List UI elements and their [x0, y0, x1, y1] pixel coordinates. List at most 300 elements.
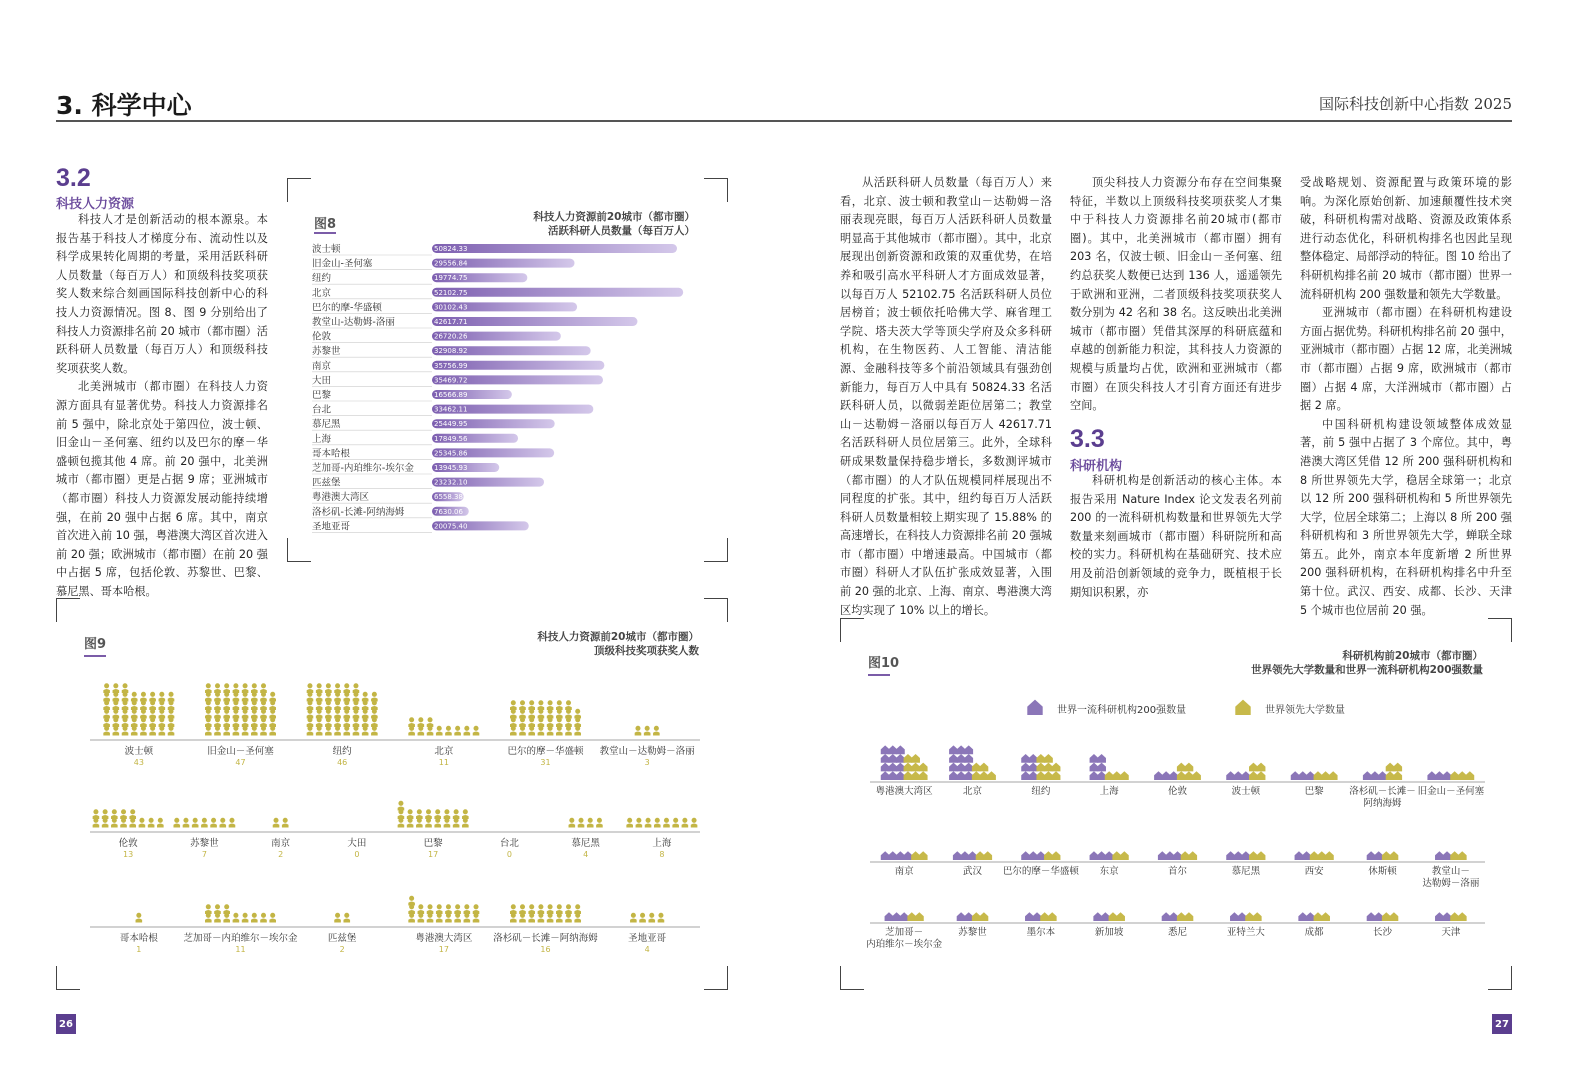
institution-icon: [1021, 851, 1030, 860]
person-body: [510, 723, 517, 727]
person-body: [149, 697, 156, 701]
person-body: [242, 731, 249, 735]
bar-value-label: 17849.56: [434, 434, 468, 443]
person-icon: [214, 683, 221, 693]
person-icon: [343, 726, 350, 736]
person-head: [169, 692, 174, 697]
person-body: [398, 815, 405, 819]
city-label: 悉尼: [1167, 927, 1188, 938]
person-head: [233, 913, 238, 918]
institution-icon: [1021, 771, 1030, 780]
person-body: [654, 823, 661, 827]
person-body: [307, 706, 314, 710]
person-head: [183, 818, 188, 823]
person-body: [574, 918, 581, 922]
institution-icon: [919, 771, 928, 780]
person-body: [159, 731, 166, 735]
paragraph: 受战略规划、资源配置与政策环境的影响。为深化原始创新、加速颠覆性技术突破，科研机构需对战略、资源及政策体系进行动态优化，科研机构排名也因此呈现整体稳定、局部浮动的特征。图 10 给出了科研机构排名前 20 城市（都市圈）世界一流科研机构 200 强数量和领先大学数量。: [1300, 176, 1512, 301]
city-label: 巴尔的摩－华盛顿: [1002, 866, 1079, 877]
person-icon: [140, 717, 147, 727]
value-label: 3: [644, 758, 650, 767]
city-label: 慕尼黑: [312, 419, 341, 431]
page-number-left: 26: [56, 1014, 76, 1034]
person-head: [283, 818, 288, 823]
figure-title-line: 科技人力资源前20城市（都市圈）: [533, 211, 695, 223]
city-label: 巴黎: [423, 838, 443, 849]
person-icon: [214, 692, 221, 702]
institution-icon: [964, 763, 973, 772]
institution-icon: [1374, 851, 1383, 860]
person-icon: [565, 709, 572, 719]
person-icon: [445, 726, 452, 736]
person-icon: [140, 700, 147, 710]
person-icon: [453, 818, 460, 828]
institution-icon: [1382, 912, 1391, 921]
person-body: [547, 723, 554, 727]
city-label: 长沙: [1372, 927, 1393, 938]
person-body: [473, 918, 480, 922]
person-icon: [102, 818, 109, 828]
paragraph: 从活跃科研人员数量（每百万人）来看，北京、波士顿和教堂山－达勒姆－洛丽表现亮眼，每百万人活跃科研人员数量明显高于其他城市（都市圈）。其中，北京展现出创新资源和政策的双重优势，在培养和吸引高水平科研人才方面成效显著，以每百万人 52102.75 名活跃科研人员位居榜首；波士顿依托哈佛大学、麻省理工学院、塔夫茨大学等顶尖学府及众多科研机构，在生物医药、人工智能、清洁能源、金融科技等多个前沿领域具有强劲创新能力，每百万人中具有 50824.33 名活跃科研人员，以微弱差距位居第二；教堂山－达勒姆－洛丽以每百万人 42617.71 名活跃科研人员位居第三。此外，全球科研成果数量保持稳步增长，多数测评城市（都市圈）的人才队伍规模同样展现出不同程度的扩张。其中，纽约每百万人活跃科研人员数量相较上期实现了 15.88% 的高速增长，在科技人力资源排名前 20 强城市（都市圈）中增速最高。中国城市（都市圈）科研人才队伍扩张成效显著，入围前 20 强的北京、上海、南京、粤港澳大湾区均实现了 10% 以上的增长。: [840, 176, 1052, 617]
person-head: [569, 818, 574, 823]
value-label: 16: [540, 945, 551, 954]
person-body: [371, 706, 378, 710]
person-icon: [260, 913, 267, 923]
person-body: [131, 723, 138, 727]
person-icon: [371, 700, 378, 710]
value-label: 43: [133, 758, 144, 767]
person-body: [168, 731, 175, 735]
person-body: [223, 918, 230, 922]
person-body: [223, 706, 230, 710]
person-body: [362, 697, 369, 701]
person-head: [520, 904, 525, 909]
person-body: [168, 714, 175, 718]
person-head: [149, 818, 154, 823]
person-body: [325, 723, 332, 727]
person-head: [454, 809, 459, 814]
person-body: [205, 689, 212, 693]
institution-icon: [1458, 912, 1467, 921]
person-body: [464, 910, 471, 914]
person-body: [644, 731, 651, 735]
person-body: [103, 689, 110, 693]
city-label: 哥本哈根: [312, 448, 351, 460]
frame-corner: [287, 538, 311, 562]
institution-icon: [1029, 771, 1038, 780]
institution-icon: [1253, 912, 1262, 921]
institution-icon: [1321, 771, 1330, 780]
bar-value-label: 23232.10: [434, 478, 468, 487]
city-label: 南京: [894, 866, 914, 877]
person-icon: [630, 913, 637, 923]
person-head: [335, 913, 340, 918]
person-body: [445, 731, 452, 735]
person-head: [363, 692, 368, 697]
person-icon: [122, 717, 129, 727]
person-body: [205, 918, 212, 922]
person-icon: [528, 709, 535, 719]
value-label: 4: [644, 945, 650, 954]
frame-corner: [1488, 966, 1512, 990]
institution-icon: [1245, 912, 1254, 921]
institution-icon: [957, 754, 966, 763]
institution-icon: [911, 763, 920, 772]
person-head: [353, 683, 358, 688]
person-icon: [343, 683, 350, 693]
person-icon: [408, 717, 415, 727]
person-body: [111, 823, 118, 827]
person-body: [547, 714, 554, 718]
person-icon: [510, 700, 517, 710]
value-label: 46: [337, 758, 348, 767]
person-icon: [282, 818, 289, 828]
person-head: [243, 683, 248, 688]
institution-icon: [911, 851, 920, 860]
institution-icon: [1317, 851, 1326, 860]
institution-icon: [1443, 851, 1452, 860]
person-icon: [251, 692, 258, 702]
person-body: [528, 910, 535, 914]
person-head: [159, 692, 164, 697]
city-label: 哥本哈根: [119, 933, 158, 944]
person-body: [307, 731, 314, 735]
city-label: 内珀维尔－埃尔金: [866, 939, 943, 950]
city-label: 慕尼黑: [1231, 866, 1261, 877]
person-icon: [672, 818, 679, 828]
person-head: [307, 683, 312, 688]
frame-corner: [56, 598, 80, 622]
value-label: 13: [123, 850, 134, 859]
person-icon: [334, 913, 341, 923]
person-body: [418, 731, 425, 735]
institution-icon: [1177, 912, 1186, 921]
person-icon: [519, 717, 526, 727]
person-body: [223, 910, 230, 914]
institution-icon: [949, 763, 958, 772]
person-icon: [269, 700, 276, 710]
frame-corner: [704, 178, 728, 202]
city-label: 北京: [962, 786, 983, 797]
person-body: [556, 714, 563, 718]
person-icon: [519, 726, 526, 736]
city-label: 苏黎世: [190, 838, 219, 849]
institution-icon: [1029, 763, 1038, 772]
person-body: [168, 706, 175, 710]
person-icon: [131, 709, 138, 719]
person-head: [243, 913, 248, 918]
person-icon: [129, 818, 136, 828]
person-body: [464, 918, 471, 922]
city-label: 教堂山-达勒姆-洛丽: [312, 317, 395, 328]
institution-icon: [911, 754, 920, 763]
city-label: 苏黎世: [958, 927, 987, 938]
bar-value-label: 16566.89: [434, 391, 468, 399]
person-body: [113, 706, 120, 710]
person-icon: [269, 726, 276, 736]
city-label: 慕尼黑: [571, 838, 600, 849]
person-icon: [214, 726, 221, 736]
person-icon: [353, 683, 360, 693]
person-body: [528, 918, 535, 922]
person-body: [510, 910, 517, 914]
institution-icon: [957, 912, 966, 921]
column-2: [840, 174, 1052, 620]
person-icon: [398, 809, 405, 819]
person-head: [464, 726, 469, 731]
institution-icon: [1029, 851, 1038, 860]
institution-icon: [1185, 763, 1194, 772]
person-body: [233, 697, 240, 701]
person-head: [372, 692, 377, 697]
section-title-3-3: 科研机构: [1070, 459, 1123, 474]
person-body: [427, 918, 434, 922]
bar-value-label: 25449.95: [434, 420, 468, 429]
person-head: [597, 818, 602, 823]
person-body: [587, 823, 594, 827]
person-icon: [251, 726, 258, 736]
value-label: 0: [506, 850, 512, 859]
person-icon: [528, 913, 535, 923]
person-icon: [103, 692, 110, 702]
person-body: [229, 823, 236, 827]
person-icon: [510, 913, 517, 923]
person-body: [547, 706, 554, 710]
person-icon: [510, 717, 517, 727]
institution-icon: [1314, 771, 1323, 780]
person-body: [353, 731, 360, 735]
person-icon: [334, 709, 341, 719]
person-icon: [691, 818, 698, 828]
institution-icon: [1241, 851, 1250, 860]
person-head: [658, 913, 663, 918]
person-body: [122, 706, 129, 710]
person-body: [122, 697, 129, 701]
person-body: [574, 910, 581, 914]
institution-icon: [885, 912, 894, 921]
person-head: [224, 904, 229, 909]
figure-title-line: 顶级科技奖项获奖人数: [594, 645, 699, 657]
person-icon: [233, 692, 240, 702]
section-number-3-3: 3.3: [1070, 425, 1105, 453]
person-body: [556, 706, 563, 710]
institution-icon: [1097, 754, 1106, 763]
person-icon: [122, 709, 129, 719]
person-icon: [120, 818, 127, 828]
person-icon: [93, 818, 100, 828]
person-head: [317, 683, 322, 688]
person-icon: [251, 913, 258, 923]
person-body: [519, 731, 526, 735]
person-body: [325, 714, 332, 718]
city-label: 巴黎: [1304, 786, 1324, 797]
person-body: [528, 714, 535, 718]
person-body: [223, 689, 230, 693]
person-body: [343, 918, 350, 922]
person-body: [205, 731, 212, 735]
person-body: [103, 714, 110, 718]
person-icon: [149, 717, 156, 727]
person-head: [575, 709, 580, 714]
person-body: [269, 706, 276, 710]
person-body: [325, 697, 332, 701]
institution-icon: [1021, 754, 1030, 763]
person-body: [159, 697, 166, 701]
person-head: [121, 809, 126, 814]
person-head: [463, 809, 468, 814]
institution-icon: [1450, 912, 1459, 921]
institution-icon: [1435, 771, 1444, 780]
person-body: [672, 823, 679, 827]
person-head: [566, 700, 571, 705]
person-icon: [113, 700, 120, 710]
figure-label: 图10: [868, 656, 900, 671]
person-body: [635, 731, 642, 735]
person-head: [174, 818, 179, 823]
person-icon: [168, 700, 175, 710]
person-body: [205, 706, 212, 710]
institution-icon: [881, 754, 890, 763]
person-head: [645, 726, 650, 731]
person-body: [574, 714, 581, 718]
city-label: 大田: [312, 375, 332, 387]
person-icon: [251, 717, 258, 727]
person-head: [446, 904, 451, 909]
city-label: 芝加哥－: [885, 927, 924, 938]
person-icon: [407, 818, 414, 828]
institution-icon: [964, 745, 973, 754]
person-head: [631, 913, 636, 918]
header-rule: [56, 120, 1512, 122]
value-label: 7: [201, 850, 207, 859]
person-body: [269, 723, 276, 727]
city-label: 伦敦: [312, 331, 332, 343]
institution-icon: [881, 851, 890, 860]
person-icon: [223, 692, 230, 702]
value-label: 1: [136, 945, 142, 954]
person-icon: [574, 913, 581, 923]
person-icon: [645, 818, 652, 828]
person-icon: [325, 717, 332, 727]
institution-icon: [1329, 771, 1338, 780]
person-head: [444, 809, 449, 814]
person-icon: [183, 818, 190, 828]
institution-icon: [1116, 912, 1125, 921]
institution-icon: [1241, 771, 1250, 780]
person-icon: [205, 717, 212, 727]
person-icon: [547, 726, 554, 736]
institution-icon: [888, 851, 897, 860]
person-icon: [316, 709, 323, 719]
institution-icon: [1234, 851, 1243, 860]
institution-icon: [972, 763, 981, 772]
institution-icon: [1234, 771, 1243, 780]
person-body: [242, 697, 249, 701]
fig8-chart: [300, 240, 700, 540]
person-icon: [149, 726, 156, 736]
person-body: [519, 910, 526, 914]
person-body: [242, 706, 249, 710]
person-icon: [547, 700, 554, 710]
person-body: [139, 823, 146, 827]
person-head: [252, 913, 257, 918]
person-head: [409, 896, 414, 901]
person-body: [149, 731, 156, 735]
person-icon: [219, 818, 226, 828]
person-icon: [103, 683, 110, 693]
person-head: [193, 818, 198, 823]
city-label: 上海: [312, 433, 332, 445]
city-label: 纽约: [312, 273, 332, 285]
person-body: [510, 918, 517, 922]
person-body: [510, 714, 517, 718]
person-body: [102, 815, 109, 819]
person-icon: [223, 726, 230, 736]
person-body: [334, 689, 341, 693]
frame-corner: [704, 598, 728, 622]
person-body: [371, 723, 378, 727]
person-icon: [427, 913, 434, 923]
person-icon: [205, 709, 212, 719]
person-icon: [242, 709, 249, 719]
person-body: [192, 823, 199, 827]
person-body: [510, 731, 517, 735]
person-body: [131, 731, 138, 735]
person-body: [353, 689, 360, 693]
person-body: [398, 823, 405, 827]
institution-icon: [1325, 851, 1334, 860]
person-body: [691, 823, 698, 827]
person-body: [140, 723, 147, 727]
person-head: [418, 904, 423, 909]
city-label: 旧金山-圣何塞: [312, 258, 373, 270]
person-body: [630, 918, 637, 922]
person-body: [111, 815, 118, 819]
person-icon: [242, 683, 249, 693]
person-icon: [136, 913, 143, 923]
person-icon: [528, 726, 535, 736]
city-label: 洛杉矶-长滩-阿纳海姆: [312, 506, 405, 518]
person-icon: [556, 709, 563, 719]
institution-icon: [1295, 851, 1304, 860]
institution-icon: [968, 851, 977, 860]
person-body: [251, 706, 258, 710]
bar-value-label: 35756.99: [434, 361, 468, 370]
institution-icon: [1257, 763, 1266, 772]
person-icon: [113, 717, 120, 727]
person-body: [131, 706, 138, 710]
person-icon: [242, 692, 249, 702]
person-body: [556, 731, 563, 735]
institution-icon: [1090, 763, 1099, 772]
person-icon: [223, 913, 230, 923]
person-icon: [635, 726, 642, 736]
person-icon: [425, 818, 432, 828]
person-body: [282, 823, 289, 827]
city-label: 苏黎世: [312, 346, 341, 358]
person-icon: [538, 717, 545, 727]
city-label: 波士顿: [1231, 786, 1261, 797]
person-head: [408, 809, 413, 814]
person-icon: [139, 818, 146, 828]
person-body: [120, 815, 127, 819]
person-head: [646, 818, 651, 823]
institution-icon: [1181, 851, 1190, 860]
person-icon: [214, 717, 221, 727]
person-icon: [556, 700, 563, 710]
value-label: 31: [540, 758, 551, 767]
person-head: [455, 904, 460, 909]
